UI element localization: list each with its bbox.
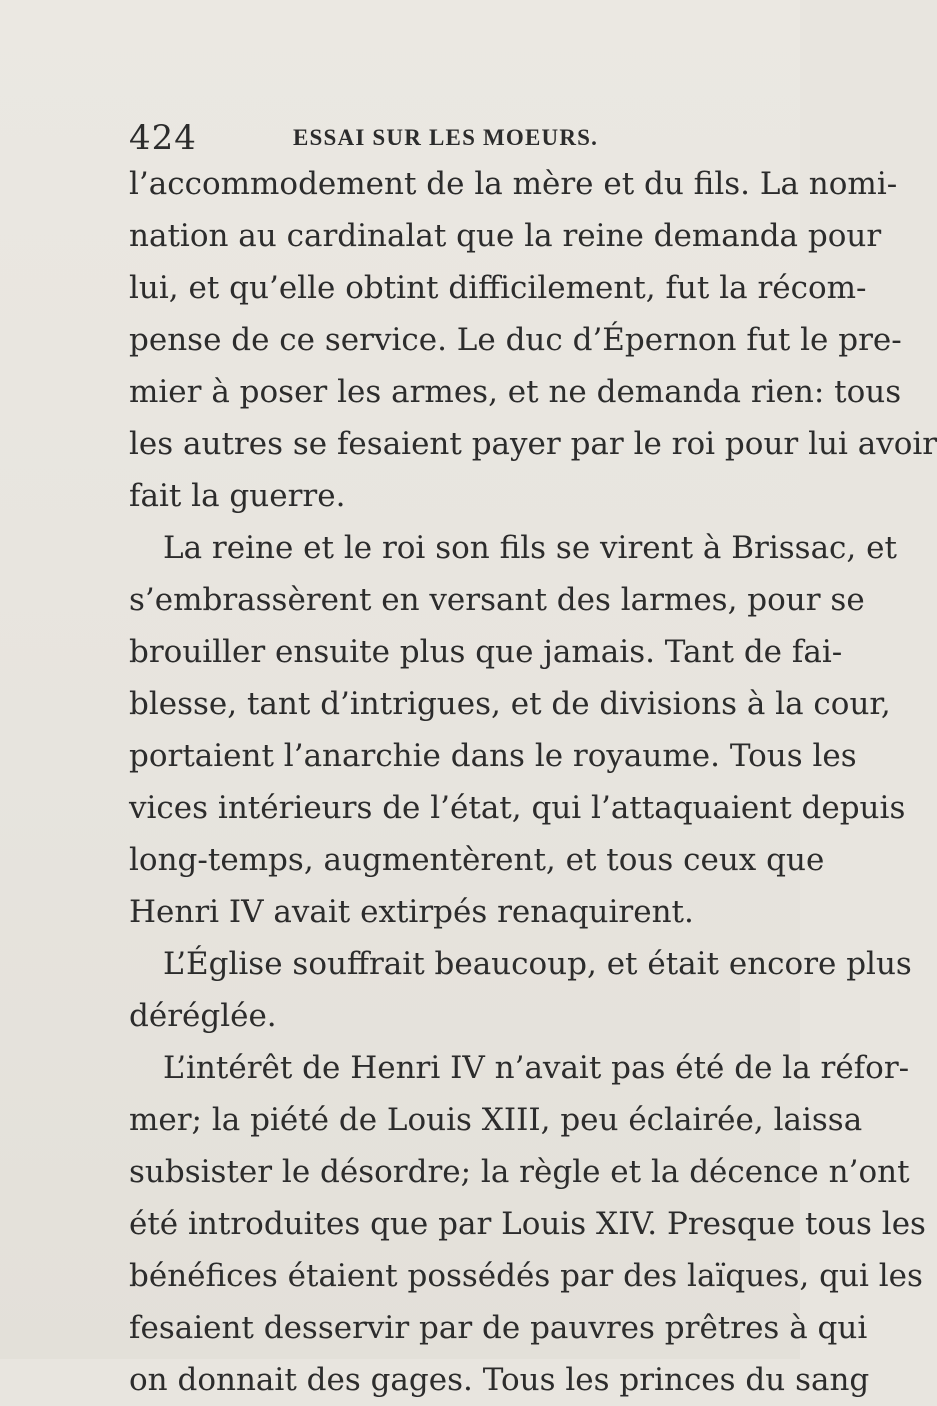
text-line: subsister le désordre; la règle et la décence n’ont: [129, 1154, 910, 1190]
text-line: portaient l’anarchie dans le royaume. Tous les: [129, 738, 857, 774]
text-line: on donnait des gages. Tous les princes du sang: [129, 1362, 870, 1398]
text-line: l’accommodement de la mère et du fils. La nomi-: [129, 166, 898, 202]
text-line: vices intérieurs de l’état, qui l’attaquaient depuis: [129, 790, 906, 826]
text-line: fesaient desservir par de pauvres prêtres à qui: [129, 1310, 868, 1346]
text-line: long-temps, augmentèrent, et tous ceux que: [129, 842, 825, 878]
text-line: La reine et le roi son fils se virent à Brissac, et: [163, 530, 897, 566]
text-line: bénéfices étaient possédés par des laïques, qui les: [129, 1258, 923, 1294]
text-line: Henri IV avait extirpés renaquirent.: [129, 894, 694, 930]
running-title: ESSAI SUR LES MOEURS.: [293, 125, 599, 150]
text-line: mer; la piété de Louis XIII, peu éclairée, laissa: [129, 1102, 863, 1138]
text-line: fait la guerre.: [129, 478, 346, 514]
text-line: mier à poser les armes, et ne demanda rien: tous: [129, 374, 902, 410]
text-line: les autres se fesaient payer par le roi pour lui avoir: [129, 426, 937, 462]
text-line: été introduites que par Louis XIV. Presque tous les: [129, 1206, 926, 1242]
text-line: déréglée.: [129, 998, 277, 1034]
text-line: lui, et qu’elle obtint difficilement, fut la récom-: [129, 270, 867, 306]
text-line: blesse, tant d’intrigues, et de divisions à la cour,: [129, 686, 891, 722]
text-line: pense de ce service. Le duc d’Épernon fut le pre-: [129, 322, 902, 358]
text-line: L’intérêt de Henri IV n’avait pas été de la réfor-: [163, 1050, 910, 1086]
page-number: 424: [129, 118, 197, 158]
text-line: L’Église souffrait beaucoup, et était encore plus: [163, 946, 912, 982]
text-line: s’embrassèrent en versant des larmes, pour se: [129, 582, 865, 618]
page-header: [129, 118, 689, 158]
text-line: nation au cardinalat que la reine demanda pour: [129, 218, 882, 254]
text-line: brouiller ensuite plus que jamais. Tant de fai-: [129, 634, 843, 670]
